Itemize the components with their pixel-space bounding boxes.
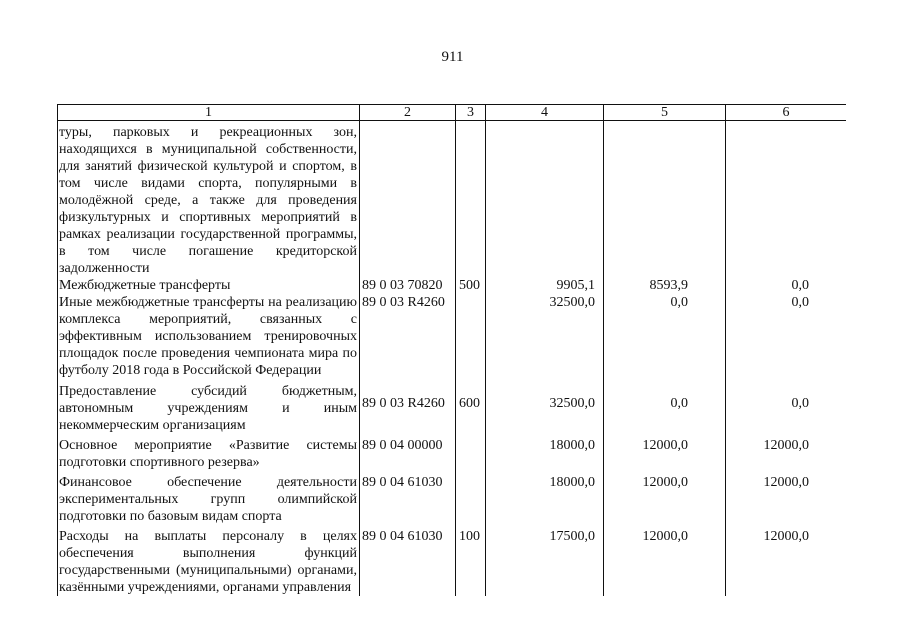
row-value-1: 9905,1: [486, 277, 604, 294]
header-cell: 5: [604, 105, 726, 121]
row-value-3: 12000,0: [726, 434, 847, 471]
row-code: 89 0 03 70820: [360, 277, 456, 294]
row-value-2: 0,0: [604, 294, 726, 379]
row-code: 89 0 03 R4260: [360, 379, 456, 434]
row-value-3: 0,0: [726, 277, 847, 294]
row-name: Предоставление субсидий бюджетным, автономным учреждениям и иным некоммерческим организациям: [58, 379, 360, 434]
row-type: [456, 434, 486, 471]
budget-table-container: [57, 104, 846, 640]
row-value-3: 12000,0: [726, 525, 847, 596]
row-name: Межбюджетные трансферты: [58, 277, 360, 294]
row-value-3: 12000,0: [726, 471, 847, 525]
header-cell: 3: [456, 105, 486, 121]
table-row: [58, 379, 847, 434]
row-name: Финансовое обеспечение деятельности экспериментальных групп олимпийской подготовки по базовым видам спорта: [58, 471, 360, 525]
row-value-2: 8593,9: [604, 277, 726, 294]
row-name: Иные межбюджетные трансферты на реализацию комплекса мероприятий, связанных с эффективным использованием тренировочных площадок после проведения чемпионата мира по футболу 2018 года в Российской Федерации: [58, 294, 360, 379]
header-cell: 1: [58, 105, 360, 121]
table-row: [58, 294, 847, 379]
row-value-1: 32500,0: [486, 294, 604, 379]
row-value-2: [604, 121, 726, 278]
row-code: 89 0 04 61030: [360, 525, 456, 596]
row-value-1: 32500,0: [486, 379, 604, 434]
header-cell: 2: [360, 105, 456, 121]
row-name: туры, парковых и рекреационных зон, находящихся в муниципальной собственности, для занятий физической культурой и спортом, в том числе видами спорта, популярными в молодёжной среде, а также для проведения физкультурных и спортивных мероприятий в рамках реализации государственной программы, в том числе погашение кредиторской задолженности: [58, 121, 360, 278]
row-value-1: 18000,0: [486, 434, 604, 471]
row-value-1: 17500,0: [486, 525, 604, 596]
table-row: [58, 277, 847, 294]
row-code: 89 0 04 61030: [360, 471, 456, 525]
row-value-2: 12000,0: [604, 525, 726, 596]
header-cell: 4: [486, 105, 604, 121]
row-value-2: 12000,0: [604, 434, 726, 471]
row-type: [456, 471, 486, 525]
header-cell: 6: [726, 105, 847, 121]
table-row: [58, 525, 847, 596]
row-value-3: 0,0: [726, 294, 847, 379]
page-number: 911: [441, 49, 464, 65]
budget-table: [57, 104, 846, 596]
row-value-1: [486, 121, 604, 278]
row-value-3: 0,0: [726, 379, 847, 434]
header-row: [58, 105, 847, 121]
row-code: 89 0 04 00000: [360, 434, 456, 471]
row-value-2: 0,0: [604, 379, 726, 434]
table-row: [58, 434, 847, 471]
row-value-1: 18000,0: [486, 471, 604, 525]
row-type: [456, 294, 486, 379]
row-code: 89 0 03 R4260: [360, 294, 456, 379]
row-value-2: 12000,0: [604, 471, 726, 525]
row-type: [456, 121, 486, 278]
row-value-3: [726, 121, 847, 278]
row-type: 500: [456, 277, 486, 294]
row-name: Основное мероприятие «Развитие системы подготовки спортивного резерва»: [58, 434, 360, 471]
table-row: [58, 471, 847, 525]
row-name: Расходы на выплаты персоналу в целях обеспечения выполнения функций государственными (муниципальными) органами, казёнными учреждениями, органами управления: [58, 525, 360, 596]
row-type: 100: [456, 525, 486, 596]
row-type: 600: [456, 379, 486, 434]
row-code: [360, 121, 456, 278]
table-row: [58, 121, 847, 278]
